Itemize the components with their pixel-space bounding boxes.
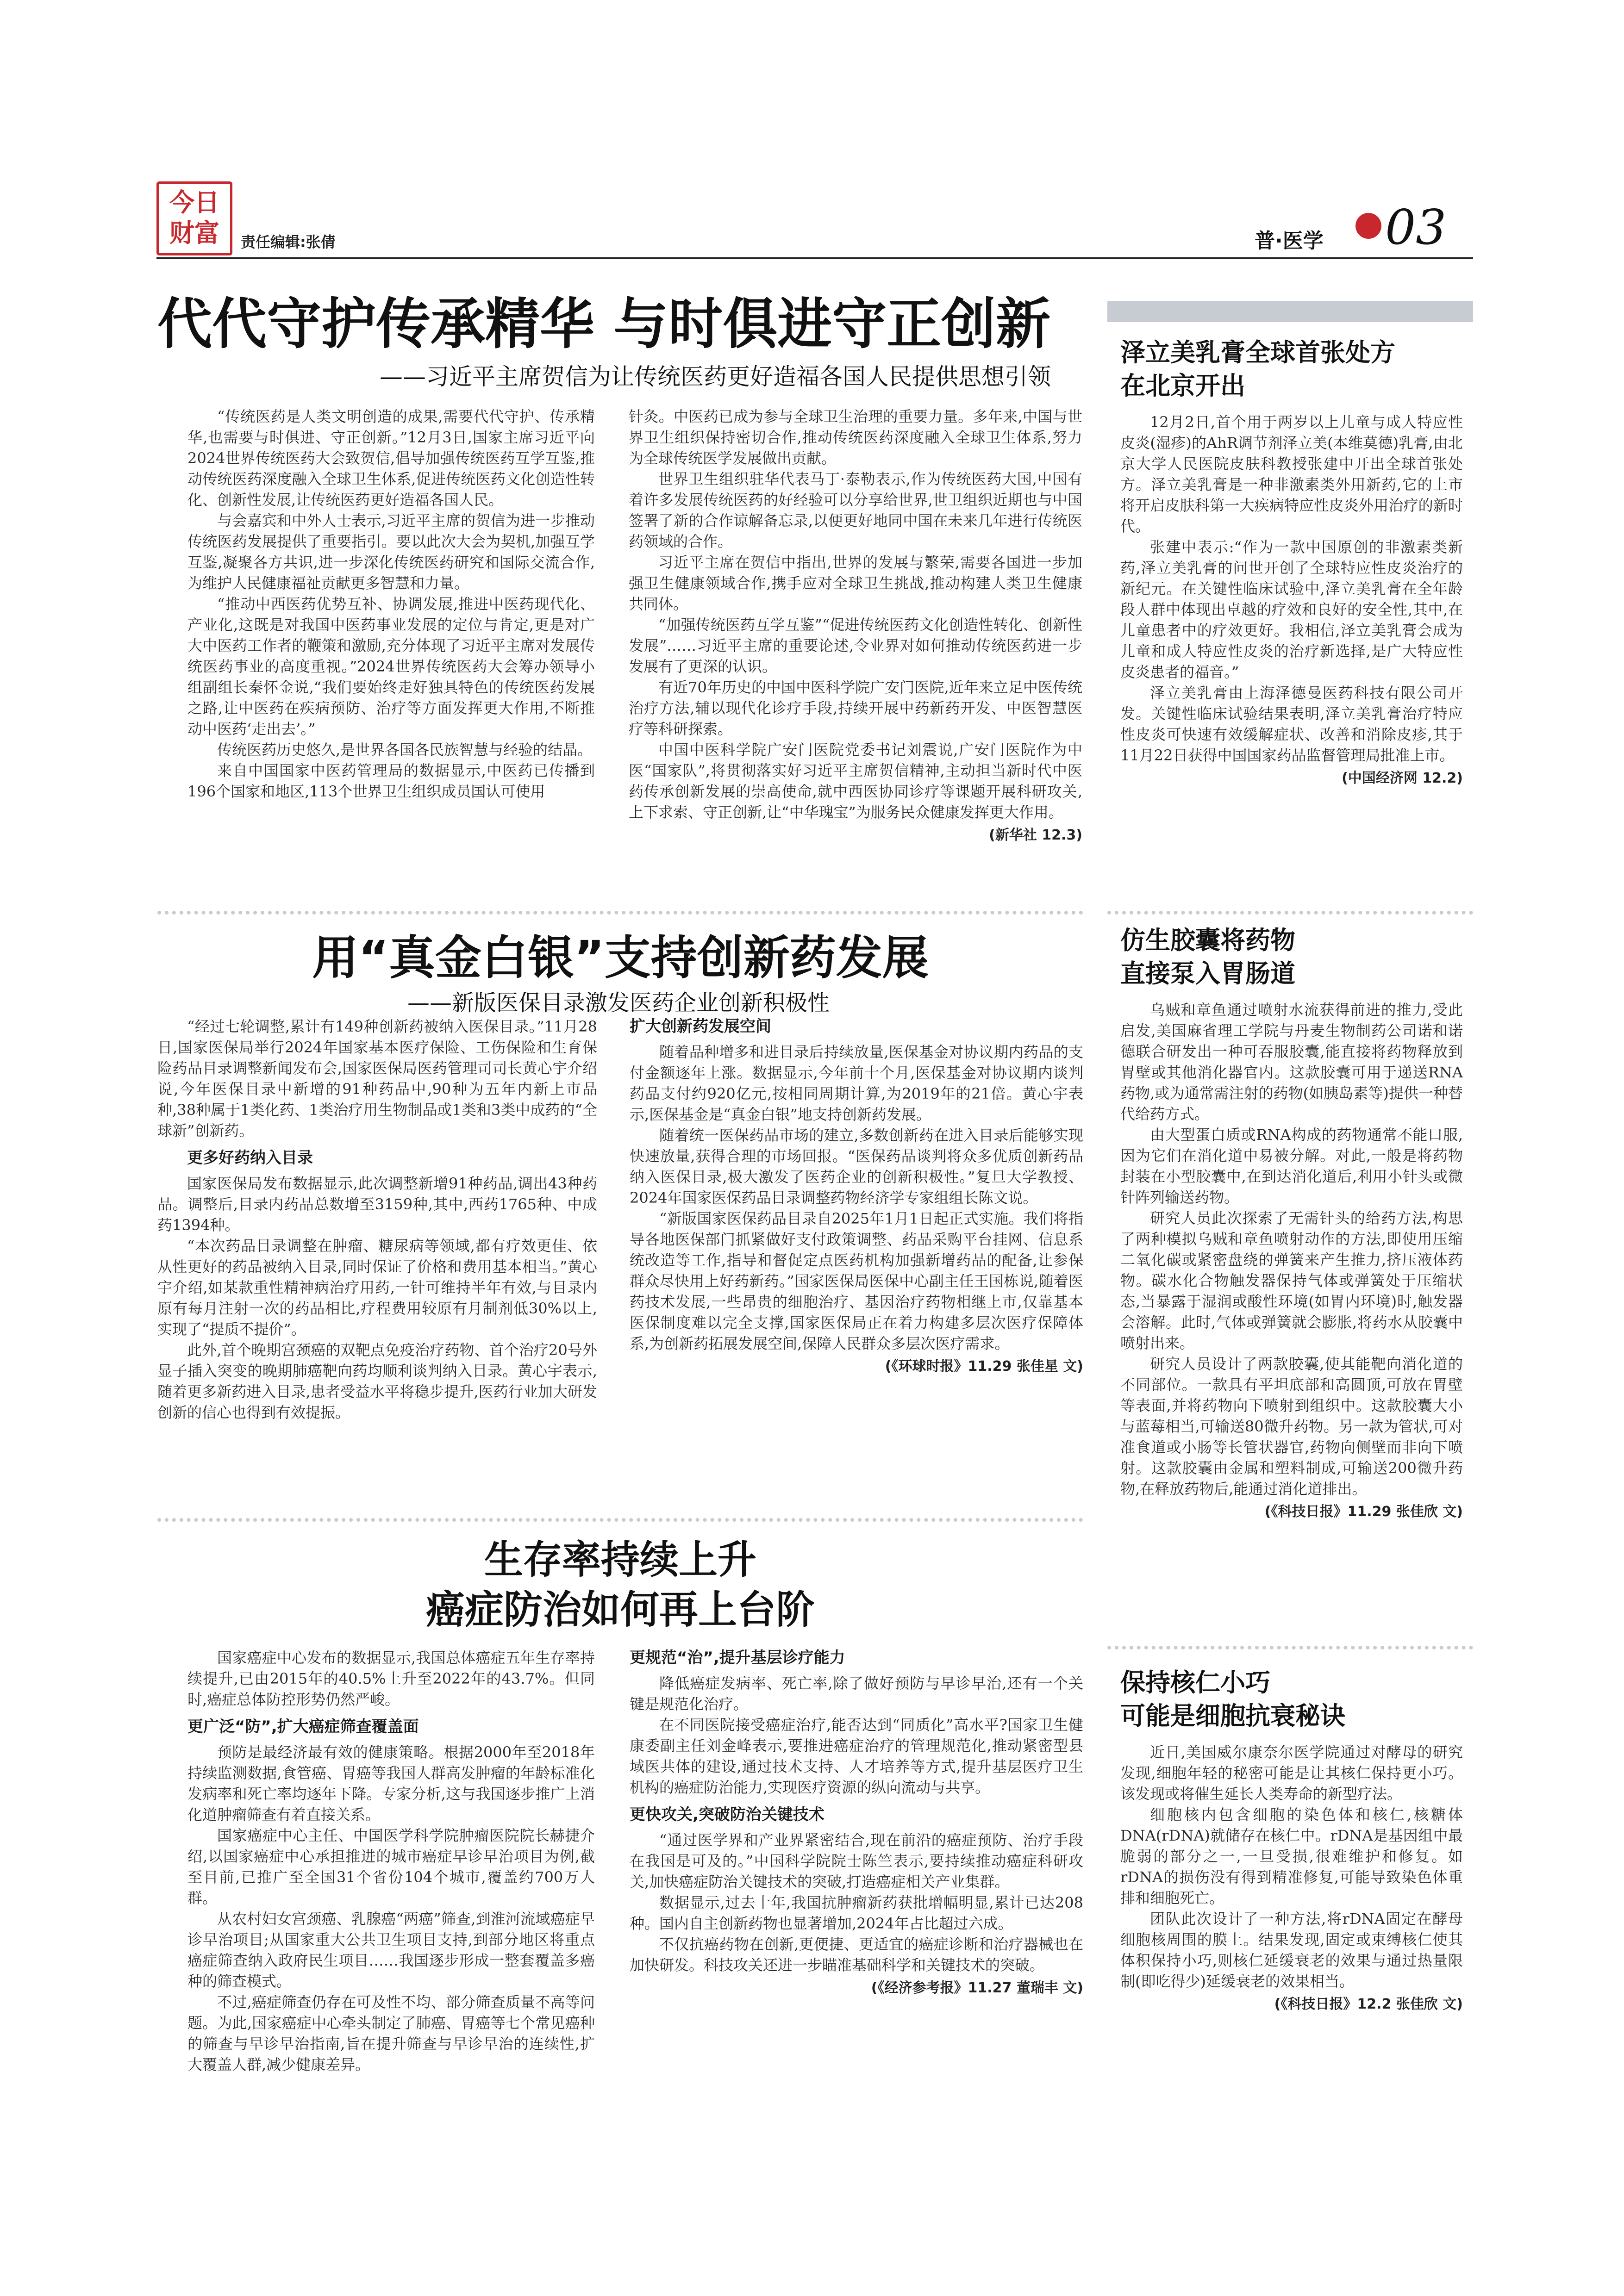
article3-title-line1: 生存率持续上升 xyxy=(484,1537,756,1582)
side2-title-line2: 直接泵入胃肠道 xyxy=(1120,959,1295,988)
article1-col2-para: 世界卫生组织驻华代表马丁·泰勒表示,作为传统医药大国,中国有着许多发展传统医药的好经验可以分享给世界,世卫组织近期也与中国签署了新的合作谅解备忘录,以便更好地同中国在未来几年进行传统医药领域的合作。 xyxy=(629,470,1082,550)
article3-col1-heading: 更广泛“防”,扩大癌症筛查覆盖面 xyxy=(187,1717,419,1736)
side2-para: 由大型蛋白质或RNA构成的药物通常不能口服,因为它们在消化道中易被分解。对此,一般是将药物封装在小型胶囊中,在到达消化道后,利用小针头或微针阵列输送药物。 xyxy=(1120,1126,1463,1206)
article3-col1-para: 不过,癌症筛查仍存在可及性不均、部分筛查质量不高等问题。为此,国家癌症中心牵头制定了肺癌、胃癌等七个常见癌种的筛查与早诊早治指南,旨在提升筛查与早诊早治的连续性,扩大覆盖人群,减少健康差异。 xyxy=(187,1993,595,2073)
section-label-group xyxy=(1255,199,1472,255)
article3-col1-para: 国家癌症中心主任、中国医学科学院肿瘤医院院长赫捷介绍,以国家癌症中心承担推进的城市癌症早诊早治项目为例,截至目前,已推广至全国31个省份104个城市,覆盖约700万人群。 xyxy=(187,1827,595,1907)
article2-col1-para: “本次药品目录调整在肿瘤、糖尿病等领域,都有疗效更佳、依从性更好的药品被纳入目录,同时保证了价格和费用基本相当。”黄心宇介绍,如某款重性精神病治疗用药,一针可维持半年有效,与目录内原有每月注射一次的药品相比,疗程费用较原有月制剂低30%以上,实现了“提质不提价”。 xyxy=(157,1237,597,1338)
side1-title-line1: 泽立美乳膏全球首张处方 xyxy=(1120,338,1395,367)
article3-col2-heading1: 更规范“治”,提升基层诊疗能力 xyxy=(630,1649,845,1667)
article2-col1-heading: 更多好药纳入目录 xyxy=(187,1149,313,1167)
side3-para: 团队此次设计了一种方法,将rDNA固定在酵母细胞核周围的膜上。结果发现,固定或束缚核仁使其体积保持小巧,则核仁延缓衰老的效果与通过热量限制(即吃得少)延缓衰老的效果相当。 xyxy=(1120,1910,1463,1990)
article2-col2 xyxy=(630,1016,1083,1377)
article1-col2-para: 有近70年历史的中国中医科学院广安门医院,近年来立足中医传统治疗方法,辅以现代化诊疗手段,持续开展中药新药开发、中医智慧医疗等科研探索。 xyxy=(629,678,1082,738)
article3-col2 xyxy=(630,1648,1083,1998)
side3-source: (《科技日报》12.2 张佳欣 文) xyxy=(1274,1996,1463,2012)
side1-source: (中国经济网 12.2) xyxy=(1342,770,1463,786)
side3-title-line2: 可能是细胞抗衰秘诀 xyxy=(1120,1701,1345,1730)
divider-2 xyxy=(157,1518,1083,1522)
section-logo-icon xyxy=(1355,213,1381,239)
side3-title-line1: 保持核仁小巧 xyxy=(1120,1668,1270,1697)
side2-para: 研究人员设计了两款胶囊,使其能靶向消化道的不同部位。一款具有平坦底部和高圆顶,可放在胃壁等表面,并将药物向下喷射到组织中。这款胶囊大小与蓝莓相当,可输送80微升药物。另一款为管状,可对准食道或小肠等长管状器官,药物向侧壁而非向下喷射。这款胶囊由金属和塑料制成,可输送200微升药物,在释放药物后,能通过消化道排出。 xyxy=(1120,1355,1463,1498)
article2-intro: “经过七轮调整,累计有149种创新药被纳入医保目录。”11月28日,国家医保局举行2024年国家基本医疗保险、工伤保险和生育保险药品目录调整新闻发布会,国家医保局医药管理司司长黄心宇介绍说,今年医保目录中新增的91种药品中,90种为五年内新上市品种,38种属于1类化药、1类治疗用生物制品或1类和3类中成药的“全球新”创新药。 xyxy=(157,1018,597,1139)
article2-col2-para: 随着统一医保药品市场的建立,多数创新药在进入目录后能够实现快速放量,获得合理的市场回报。“医保药品谈判将众多优质创新药品纳入医保目录,极大激发了医药企业的创新积极性。”复旦大学教授、2024年国家医保药品目录调整药物经济学专家组组长陈文说。 xyxy=(630,1126,1083,1207)
article3-col1-para: 预防是最经济最有效的健康策略。根据2000年至2018年持续监测数据,食管癌、胃癌等我国人群高发肿瘤的年龄标准化发病率和死亡率均逐年下降。专家分析,这与我国逐步推广上消化道肿瘤筛查有着直接关系。 xyxy=(187,1743,595,1823)
article3-col2-para: “通过医学界和产业界紧密结合,现在前沿的癌症预防、治疗手段在我国是可及的。”中国科学院院士陈竺表示,要持续推动癌症科研攻关,加快癌症防治关键技术的突破,打造癌症相关产业集群。 xyxy=(630,1831,1083,1891)
article2-title: 用“真金白银”支持创新药发展 xyxy=(312,931,929,985)
article1-title: 代代守护传承精华 与时俱进守正创新 xyxy=(157,292,1051,356)
side3-para: 近日,美国威尔康奈尔医学院通过对酵母的研究发现,细胞年轻的秘密可能是让其核仁保持更小巧。该发现或将催生延长人类寿命的新型疗法。 xyxy=(1120,1743,1463,1803)
masthead-logo xyxy=(156,181,232,255)
article3-col2-para: 在不同医院接受癌症治疗,能否达到“同质化”高水平?国家卫生健康委副主任刘金峰表示,要推进癌症治疗的管理规范化,推动紧密型县域医共体的建设,通过技术支持、人才培养等方式,提升基层医疗卫生机构的癌症防治能力,实现医疗资源的纵向流动与共享。 xyxy=(630,1716,1083,1796)
article1-col1-para: 来自中国国家中医药管理局的数据显示,中医药已传播到196个国家和地区,113个世界卫生组织成员国认可使用 xyxy=(187,762,595,800)
sidebar-divider-1 xyxy=(1107,911,1473,915)
side2-source: (《科技日报》11.29 张佳欣 文) xyxy=(1264,1504,1463,1520)
side2-title-line1: 仿生胶囊将药物 xyxy=(1120,926,1295,955)
sidebar-top-bar xyxy=(1107,301,1473,322)
side2-para: 乌贼和章鱼通过喷射水流获得前进的推力,受此启发,美国麻省理工学院与丹麦生物制药公司诺和诺德联合研发出一种可吞服胶囊,能直接将药物释放到胃壁或其他消化器官内。这款胶囊可用于递送RNA药物,或为通常需注射的药物(如胰岛素等)提供一种替代给药方式。 xyxy=(1120,1001,1463,1123)
side1-para: 12月2日,首个用于两岁以上儿童与成人特应性皮炎(湿疹)的AhR调节剂泽立美(本维莫德)乳膏,由北京大学人民医院皮肤科教授张建中开出全球首张处方。泽立美乳膏是一种非激素类外用新药,它的上市将开启皮肤科第一大疾病特应性皮炎外用治疗的新时代。 xyxy=(1120,413,1463,535)
article2-col1-para: 此外,首个晚期宫颈癌的双靶点免疫治疗药物、首个治疗20号外显子插入突变的晚期肺癌靶向药均顺利谈判纳入目录。黄心宇表示,随着更多新药进入目录,患者受益水平将稳步提升,医药行业加大研发创新的信心也得到有效提振。 xyxy=(157,1341,597,1421)
article1-col1-para: 传统医药历史悠久,是世界各国各民族智慧与经验的结晶。 xyxy=(217,741,593,759)
article1-col2-para: 习近平主席在贺信中指出,世界的发展与繁荣,需要各国进一步加强卫生健康领域合作,携手应对全球卫生挑战,推动构建人类卫生健康共同体。 xyxy=(629,554,1082,613)
section-label: 普·医学 xyxy=(1255,229,1324,253)
side2-para: 研究人员此次探索了无需针头的给药方法,构思了两种模拟乌贼和章鱼喷射动作的方法,即使用压缩二氧化碳或紧密盘绕的弹簧来产生推力,挤压液体药物。碳水化合物触发器保持气体或弹簧处于压缩状态,当暴露于湿润或酸性环境(如胃内环境)时,触发器会溶解。此时,气体或弹簧就会膨胀,将药水从胶囊中喷射出来。 xyxy=(1120,1209,1463,1352)
side1-story xyxy=(1120,336,1463,789)
article2-subtitle: ——新版医保目录激发医药企业创新积极性 xyxy=(407,990,830,1016)
article3-title-line2: 癌症防治如何再上台阶 xyxy=(425,1587,815,1632)
article1-col1-para: “推动中西医药优势互补、协调发展,推进中医药现代化、产业化,这既是对我国中医药事业发展的定位与肯定,更是对广大中医药工作者的鞭策和激励,充分体现了习近平主席对发展传统医药事业的高度重视。”2024世界传统医药大会筹办领导小组副组长秦怀金说,“我们要始终走好独具特色的传统医药发展之路,让中医药在疾病预防、治疗等方面发挥更大作用,不断推动中医药‘走出去’。” xyxy=(187,595,595,738)
logo-line1: 今日 xyxy=(169,187,219,217)
article3-col2-para: 数据显示,过去十年,我国抗肿瘤新药获批增幅明显,累计已达208种。国内自主创新药物也显著增加,2024年占比超过六成。 xyxy=(630,1894,1083,1932)
editor-credit: 责任编辑:张倩 xyxy=(241,233,336,251)
article3-col1-para: 从农村妇女宫颈癌、乳腺癌“两癌”筛查,到淮河流域癌症早诊早治项目;从国家重大公共卫生项目支持,到部分地区将重点癌症筛查纳入政府民生项目……我国逐步形成一整套覆盖多癌种的筛查模式。 xyxy=(187,1910,595,1990)
sidebar-divider-2 xyxy=(1107,1646,1473,1649)
page-number: 03 xyxy=(1385,199,1447,255)
side3-para: 细胞核内包含细胞的染色体和核仁,核糖体DNA(rDNA)就储存在核仁中。rDNA是基因组中最脆弱的部分之一,一旦受损,很难维护和修复。如rDNA的损伤没有得到精准修复,可能导致染色体重排和细胞死亡。 xyxy=(1120,1806,1463,1907)
article3-col1 xyxy=(187,1648,595,2075)
side3-story xyxy=(1120,1666,1463,2015)
article1-col1 xyxy=(187,406,595,802)
article2-source: (《环球时报》11.29 张佳星 文) xyxy=(885,1358,1083,1375)
side1-para: 泽立美乳膏由上海泽德曼医药科技有限公司开发。关键性临床试验结果表明,泽立美乳膏治疗特应性皮炎可快速有效缓解症状、改善和消除皮疹,其于11月22日获得中国国家药品监督管理局批准上市。 xyxy=(1120,684,1463,764)
article3-col2-para: 不仅抗癌药物在创新,更便捷、更适宜的癌症诊断和治疗器械也在加快研发。科技攻关还进一步瞄准基础科学和关键技术的突破。 xyxy=(630,1935,1083,1974)
article2-col2-para: 随着品种增多和进目录后持续放量,医保基金对协议期内药品的支付金额逐年上涨。数据显示,今年前十个月,医保基金对协议期内谈判药品支付约920亿元,按相同周期计算,为2019年的21倍。黄心宇表示,医保基金是“真金白银”地支持创新药发展。 xyxy=(630,1043,1083,1123)
article1-subtitle: ——习近平主席贺信为让传统医药更好造福各国人民提供思想引领 xyxy=(380,363,1051,390)
article1-col2-para: “加强传统医药互学互鉴”“促进传统医药文化创造性转化、创新性发展”……习近平主席的重要论述,令业界对如何推动传统医药进一步发展有了更深的认识。 xyxy=(629,616,1082,675)
article3-col2-para: 降低癌症发病率、死亡率,除了做好预防与早诊早治,还有一个关键是规范化治疗。 xyxy=(630,1674,1083,1713)
article2-col2-heading: 扩大创新药发展空间 xyxy=(630,1017,771,1036)
side2-story xyxy=(1120,924,1463,1522)
article1-source: (新华社 12.3) xyxy=(989,827,1082,843)
divider-1 xyxy=(157,911,1083,915)
article3-intro: 国家癌症中心发布的数据显示,我国总体癌症五年生存率持续提升,已由2015年的40.5%上升至2022年的43.7%。但同时,癌症总体防控形势仍然严峻。 xyxy=(187,1649,595,1708)
article2-col1-para: 国家医保局发布数据显示,此次调整新增91种药品,调出43种药品。调整后,目录内药品总数增至3159种,其中,西药1765种、中成药1394种。 xyxy=(157,1175,597,1234)
side1-title-line2: 在北京开出 xyxy=(1120,371,1245,400)
article2-col2-para: “新版国家医保药品目录自2025年1月1日起正式实施。我们将指导各地医保部门抓紧做好支付政策调整、药品采购平台挂网、信息系统改造等工作,指导和督促定点医药机构加强新增药品的配备,让参保群众尽快用上好药新药。”国家医保局医保中心副主任王国栋说,随着医药技术发展,一些昂贵的细胞治疗、基因治疗药物相继上市,仅靠基本医保制度难以完全支撑,国家医保局正在着力构建多层次医疗保障体系,为创新药拓展发展空间,保障人民群众多层次医疗需求。 xyxy=(630,1210,1083,1352)
article3-col2-heading2: 更快攻关,突破防治关键技术 xyxy=(630,1805,824,1824)
article1-col1-para: 与会嘉宾和中外人士表示,习近平主席的贺信为进一步推动传统医药发展提供了重要指引。要以此次大会为契机,加强互学互鉴,凝聚各方共识,进一步深化传统医药研究和国际交流合作,为维护人民健康福祉贡献更多智慧和力量。 xyxy=(187,512,595,592)
article1-col2 xyxy=(629,406,1082,846)
article1-col1-para: “传统医药是人类文明创造的成果,需要代代守护、传承精华,也需要与时俱进、守正创新。”12月3日,国家主席习近平向2024世界传统医药大会致贺信,倡导加强传统医药互学互鉴,推动传统医药深度融入全球卫生体系,促进传统医药文化创造性转化、创新性发展,让传统医药更好造福各国人民。 xyxy=(187,408,595,509)
logo-line2: 财富 xyxy=(169,218,219,248)
side1-para: 张建中表示:“作为一款中国原创的非激素类新药,泽立美乳膏的问世开创了全球特应性皮炎治疗的新纪元。在关键性临床试验中,泽立美乳膏在全年龄段人群中体现出卓越的疗效和良好的安全性,其中,在儿童患者中的疗效更好。我相信,泽立美乳膏会成为儿童和成人特应性皮炎的治疗新选择,是广大特应性皮炎患者的福音。” xyxy=(1120,538,1463,681)
article1-col2-para: 中国中医科学院广安门医院党委书记刘震说,广安门医院作为中医“国家队”,将贯彻落实好习近平主席贺信精神,主动担当新时代中医药传承创新发展的崇高使命,就中西医协同诊疗等课题开展科研攻关,上下求索、守正创新,让“中华瑰宝”为服务民众健康发挥更大作用。 xyxy=(629,741,1082,821)
article2-col1 xyxy=(157,1016,597,1423)
header-rule xyxy=(156,257,1473,259)
article3-source: (《经济参考报》11.27 董瑞丰 文) xyxy=(871,1980,1083,1996)
article1-col2-para: 针灸。中医药已成为参与全球卫生治理的重要力量。多年来,中国与世界卫生组织保持密切合作,推动传统医药深度融入全球卫生体系,努力为全球传统医学发展做出贡献。 xyxy=(629,408,1082,467)
